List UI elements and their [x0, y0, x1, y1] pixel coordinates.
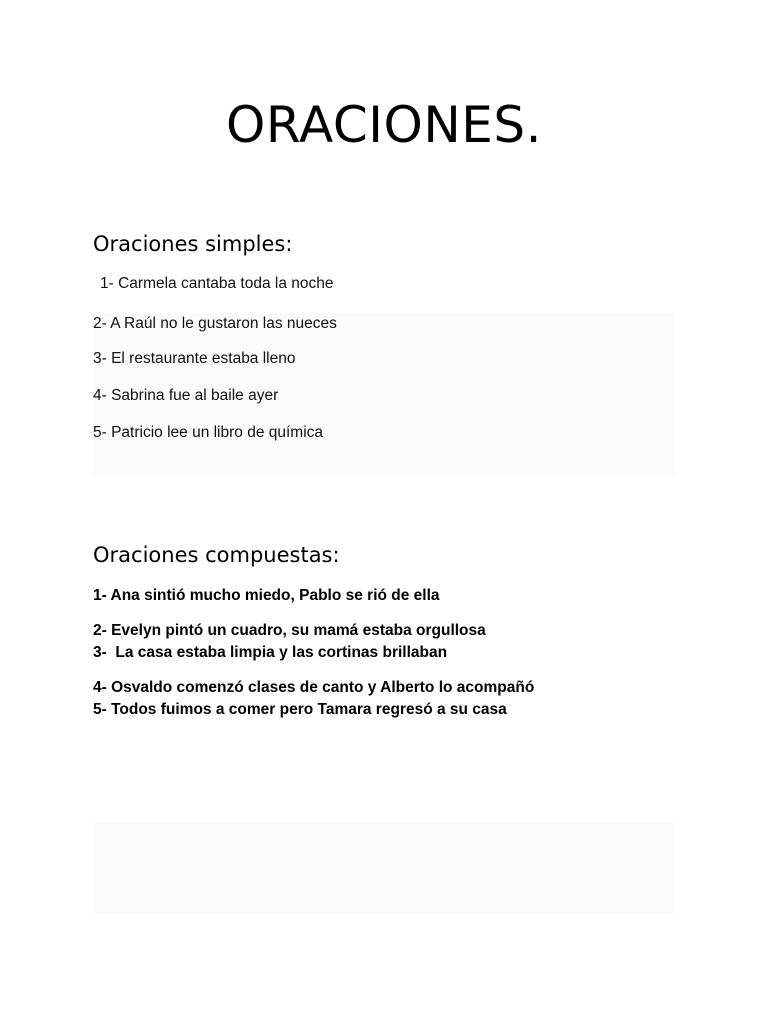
- shaded-block: [93, 822, 675, 914]
- simple-sentence-1: 1- Carmela cantaba toda la noche: [100, 275, 334, 292]
- compound-sentences-heading: Oraciones compuestas:: [93, 543, 340, 567]
- compound-sentence-3: 3- La casa estaba limpia y las cortinas brillaban: [93, 644, 448, 661]
- compound-sentence-1: 1- Ana sintió mucho miedo, Pablo se rió de ella: [93, 587, 440, 604]
- compound-sentence-5: 5- Todos fuimos a comer pero Tamara regresó a su casa: [93, 701, 507, 718]
- simple-sentence-5: 5- Patricio lee un libro de química: [93, 424, 324, 441]
- compound-sentence-2: 2- Evelyn pintó un cuadro, su mamá estaba orgullosa: [93, 622, 486, 639]
- simple-sentence-2: 2- A Raúl no le gustaron las nueces: [93, 315, 337, 332]
- simple-sentence-3: 3- El restaurante estaba lleno: [93, 350, 296, 367]
- page-title: ORACIONES.: [225, 96, 543, 154]
- compound-sentence-4: 4- Osvaldo comenzó clases de canto y Alberto lo acompañó: [93, 679, 535, 696]
- simple-sentences-heading: Oraciones simples:: [93, 232, 293, 256]
- simple-sentence-4: 4- Sabrina fue al baile ayer: [93, 387, 279, 404]
